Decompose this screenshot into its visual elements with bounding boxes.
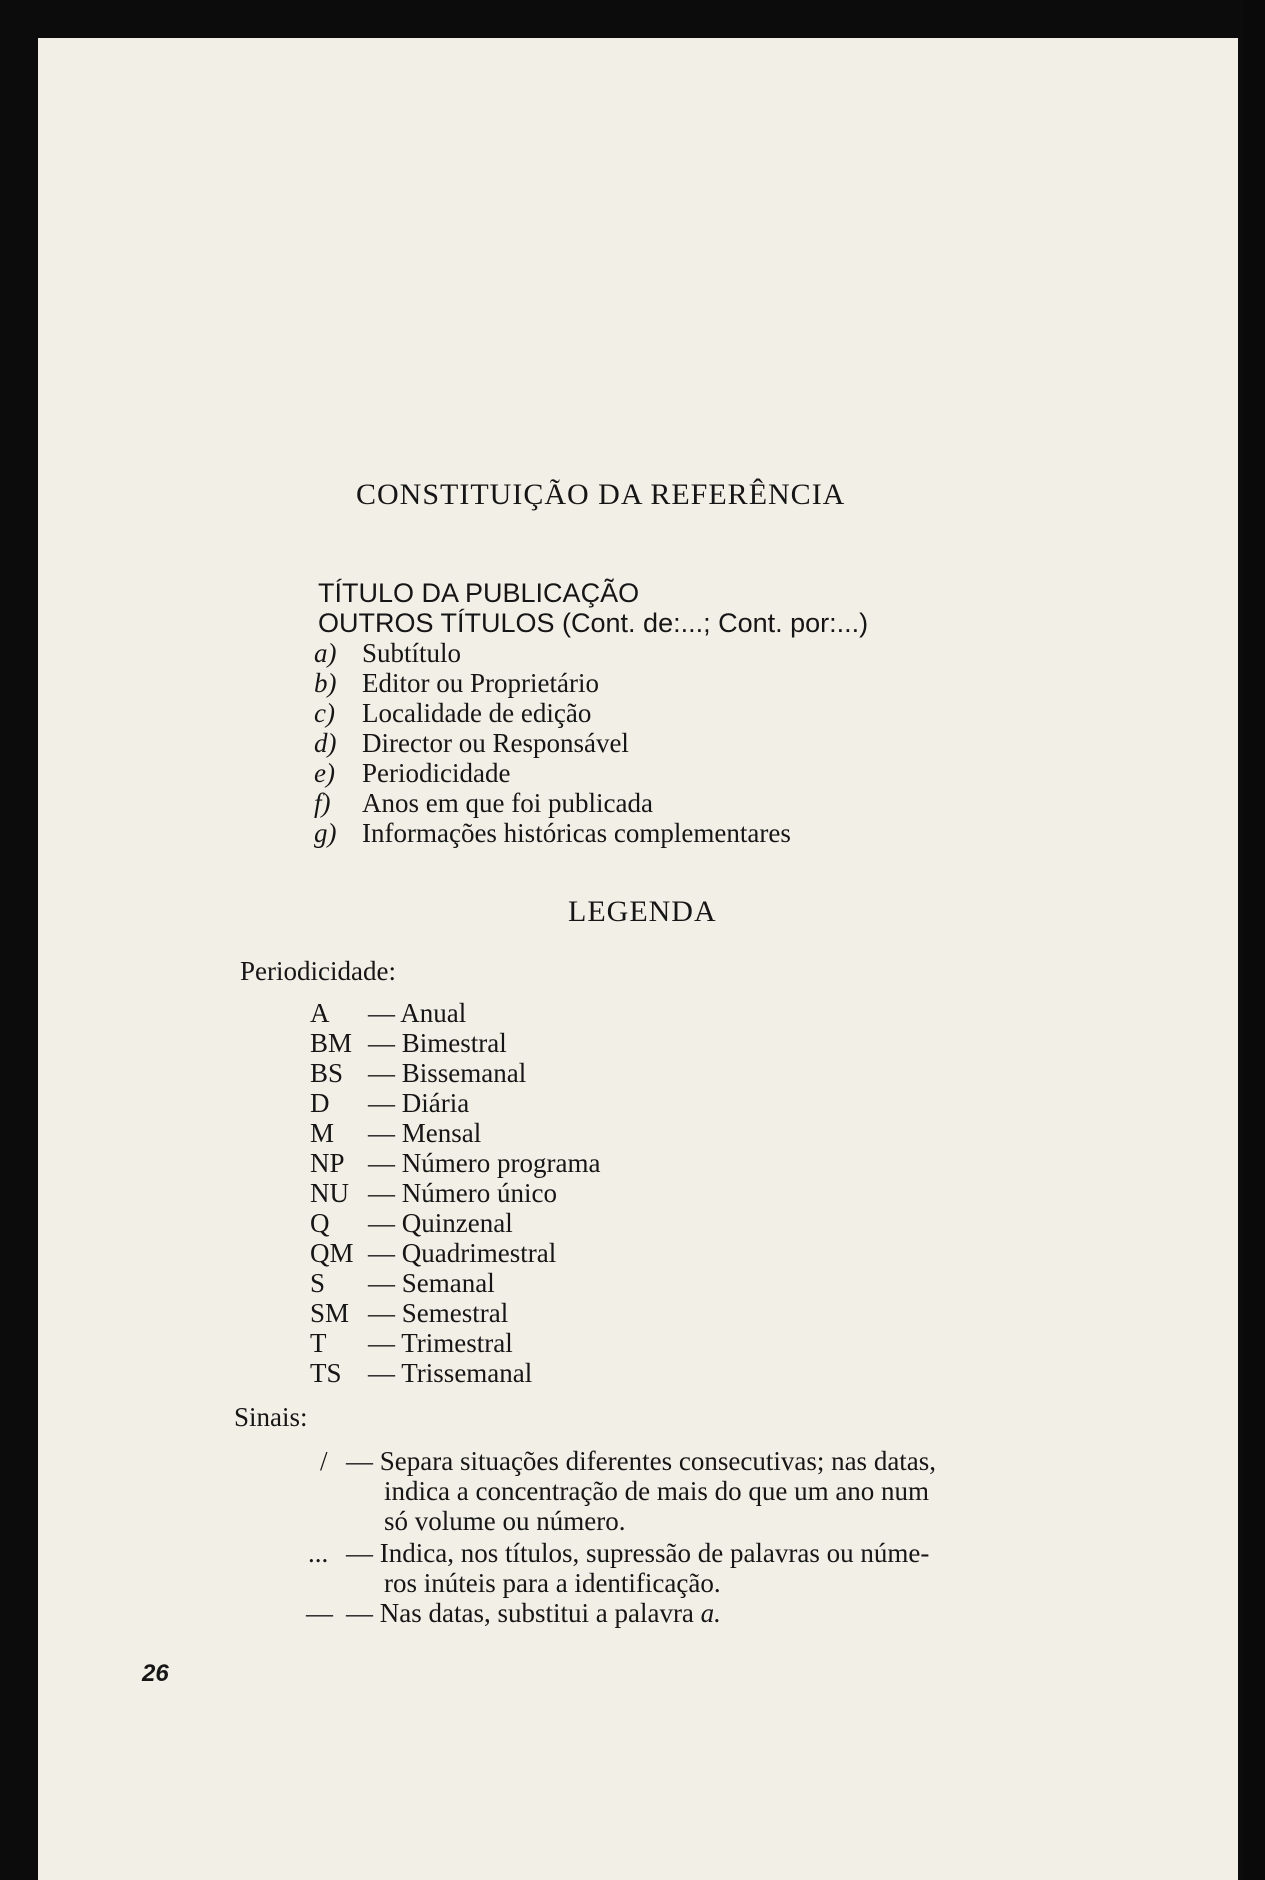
periodicity-label: Periodicidade: xyxy=(240,956,396,986)
structure-item: a) Subtítulo xyxy=(314,638,462,668)
structure-item: g) Informações históricas complementares xyxy=(314,818,791,848)
structure-item: c) Localidade de edição xyxy=(314,698,592,728)
sign-ellipsis-text: ros inúteis para a identificação. xyxy=(384,1568,721,1598)
signs-label: Sinais: xyxy=(234,1402,308,1432)
structure-other-titles-line: OUTROS TÍTULOS (Cont. de:...; Cont. por:...) xyxy=(318,608,869,638)
legend-title: LEGENDA xyxy=(568,895,717,928)
periodicity-item: T — Trimestral xyxy=(310,1328,513,1358)
sign-slash-text: — Separa situações diferentes consecutivas; nas datas, xyxy=(346,1446,937,1476)
page-number: 26 xyxy=(142,1660,169,1687)
section-title: CONSTITUIÇÃO DA REFERÊNCIA xyxy=(356,478,846,511)
periodicity-item: BS — Bissemanal xyxy=(310,1058,527,1088)
sign-slash-text: indica a concentração de mais do que um ano num xyxy=(384,1476,930,1506)
periodicity-item: TS — Trissemanal xyxy=(310,1358,533,1388)
structure-item: e) Periodicidade xyxy=(314,758,511,788)
periodicity-item: BM — Bimestral xyxy=(310,1028,507,1058)
periodicity-item: NP — Número programa xyxy=(310,1148,601,1178)
structure-item: f) Anos em que foi publicada xyxy=(314,788,653,818)
sign-dash-mark: — xyxy=(306,1598,333,1628)
document-page xyxy=(38,38,1238,1880)
scan-edge xyxy=(1243,0,1265,1880)
sign-ellipsis-text: — Indica, nos títulos, supressão de palavras ou núme- xyxy=(346,1538,930,1568)
periodicity-item: QM — Quadrimestral xyxy=(310,1238,557,1268)
structure-item: b) Editor ou Proprietário xyxy=(314,668,599,698)
periodicity-item: D — Diária xyxy=(310,1088,470,1118)
periodicity-item: Q — Quinzenal xyxy=(310,1208,513,1238)
sign-slash-mark: / xyxy=(320,1446,328,1476)
periodicity-item: A — Anual xyxy=(310,998,467,1028)
structure-item: d) Director ou Responsável xyxy=(314,728,629,758)
periodicity-item: M — Mensal xyxy=(310,1118,482,1148)
sign-slash-text: só volume ou número. xyxy=(384,1506,626,1536)
sign-ellipsis-mark: ... xyxy=(308,1538,329,1568)
structure-title-line: TÍTULO DA PUBLICAÇÃO xyxy=(318,578,640,608)
periodicity-item: SM — Semestral xyxy=(310,1298,509,1328)
sign-dash-text: — Nas datas, substitui a palavra a. xyxy=(346,1598,721,1628)
periodicity-item: NU — Número único xyxy=(310,1178,557,1208)
periodicity-item: S — Semanal xyxy=(310,1268,495,1298)
